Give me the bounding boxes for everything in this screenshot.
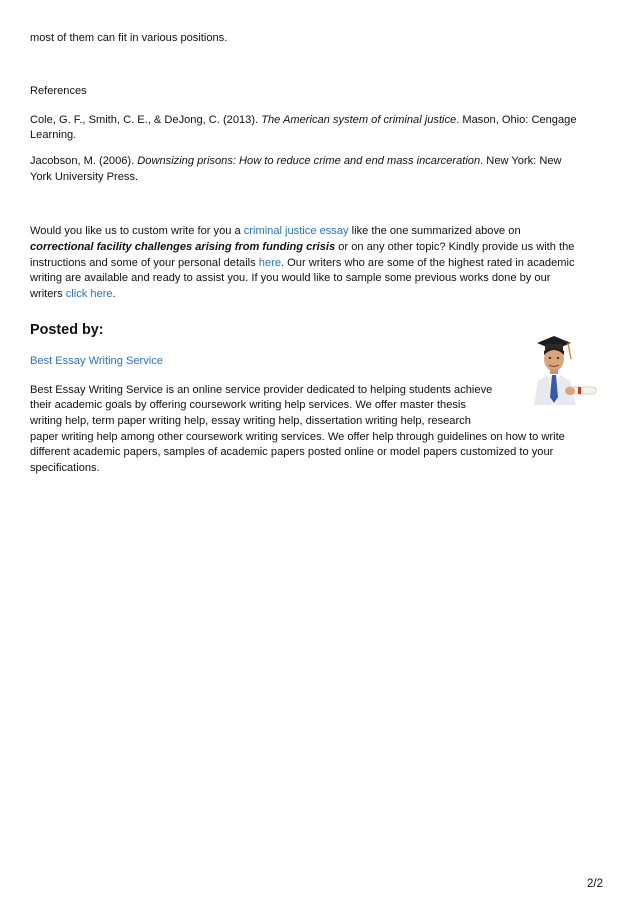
page-number: 2/2 [587,878,603,890]
promo-text: . [112,288,116,300]
reference-1-title: The American system of criminal justice [261,114,457,126]
promo-text: writers [30,288,66,300]
author-avatar [528,331,602,405]
author-link[interactable]: Best Essay Writing Service [30,355,163,367]
reference-1-continued: Learning. [30,129,77,141]
promo-line-1 [30,224,521,238]
references-heading: References [30,85,87,97]
criminal-justice-essay-link[interactable]: criminal justice essay [243,225,349,237]
intro-text: most of them can fit in various positions. [30,32,228,44]
reference-1 [30,113,577,127]
promo-text: or on any other topic? Kindly provide us with the [335,241,575,253]
posted-by-heading: Posted by: [30,322,104,338]
reference-2-continued: York University Press. [30,171,139,183]
promo-text: Would you like us to custom write for you a [30,225,244,237]
reference-2-title: Downsizing prisons: How to reduce crime and end mass incarceration [137,155,481,167]
click-here-link[interactable]: click here [65,288,113,300]
bio-line-6: specifications. [30,462,100,474]
reference-2-authors: Jacobson, M. (2006). [30,155,138,167]
bio-line-1: Best Essay Writing Service is an online service provider dedicated to helping students achieve [30,384,493,396]
reference-1-publisher: . Mason, Ohio: Cengage [456,114,577,126]
here-link[interactable]: here [258,257,281,269]
bio-line-5: different academic papers, samples of academic papers posted online or model papers customized to your [30,446,554,458]
bio-line-4: paper writing help among other coursework writing services. We offer help through guidelines on how to write [30,431,565,443]
bio-line-3: writing help, term paper writing help, essay writing help, dissertation writing help, research [30,415,471,427]
reference-2-publisher: . New York: New [480,155,562,167]
promo-text: like the one summarized above on [348,225,521,237]
promo-text: instructions and some of your personal details [30,257,259,269]
promo-text: . Our writers who are some of the highest rated in academic [281,257,575,269]
promo-line-4: writing are available and ready to assist you. If you would like to sample some previous works done by our [30,272,551,284]
promo-line-5 [30,287,116,301]
graduate-icon [528,331,602,405]
reference-2 [30,154,562,168]
bio-line-2: their academic goals by offering coursework writing help services. We offer master thesis [30,399,466,411]
promo-line-3 [30,256,575,270]
promo-topic: correctional facility challenges arising from funding crisis [30,241,336,253]
promo-line-2 [30,240,574,254]
reference-1-authors: Cole, G. F., Smith, C. E., & DeJong, C. (2013). [30,114,262,126]
